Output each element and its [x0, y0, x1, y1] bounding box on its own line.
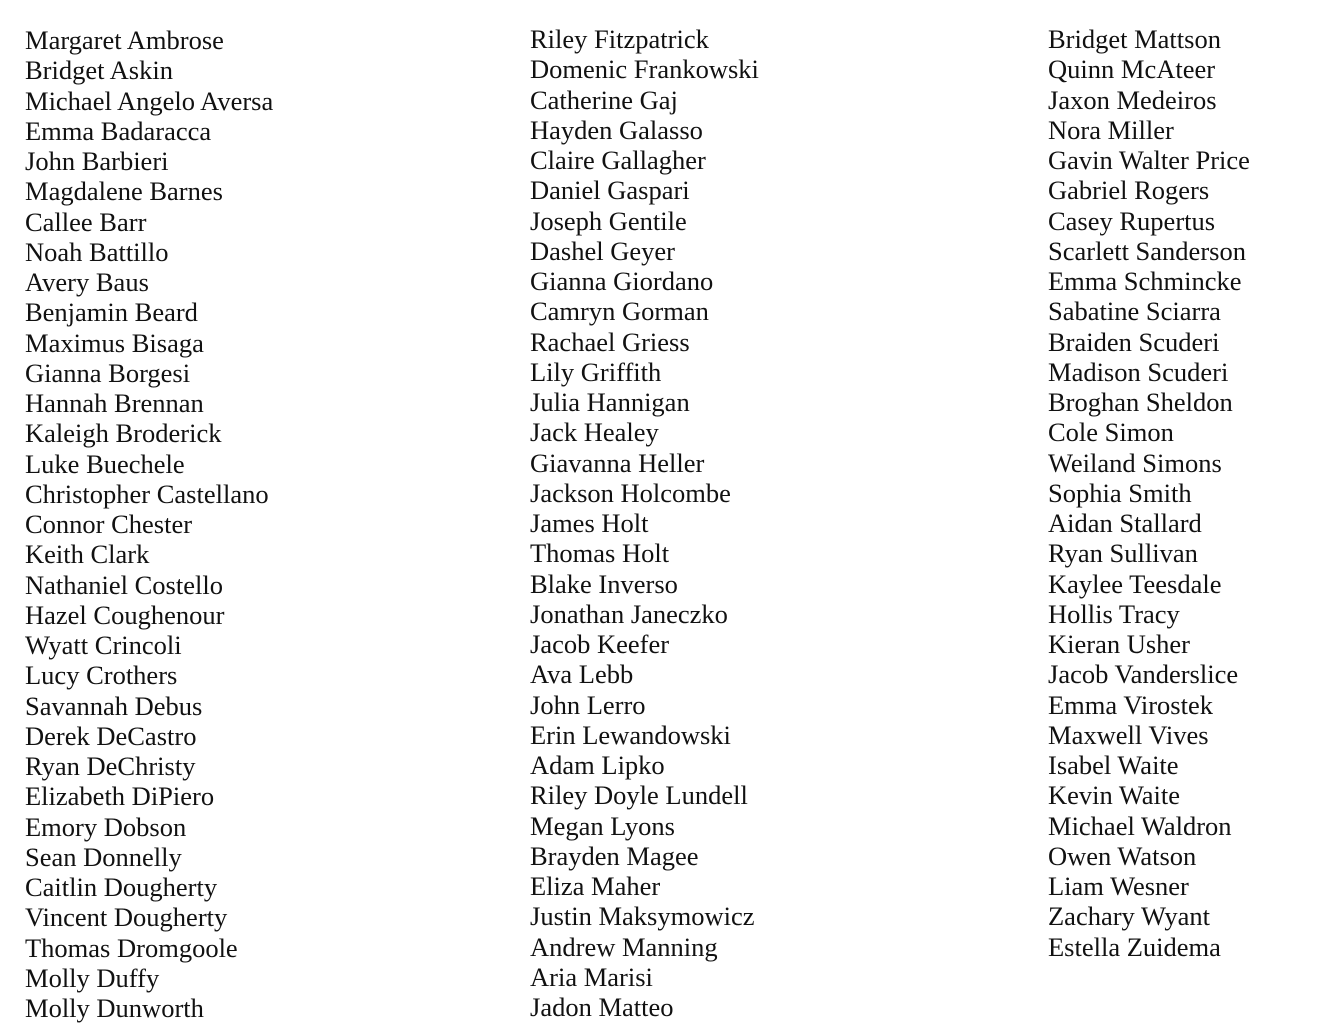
name-entry: Julia Hannigan — [530, 387, 690, 417]
name-entry: Broghan Sheldon — [1048, 387, 1233, 417]
name-entry: Noah Battillo — [25, 236, 169, 267]
name-entry: Casey Rupertus — [1048, 205, 1216, 236]
name-entry: Sabatine Sciarra — [1048, 296, 1221, 327]
name-entry: Hayden Galasso — [530, 114, 703, 145]
name-entry: Jonathan Janeczko — [530, 598, 728, 629]
name-entry: Avery Baus — [25, 267, 149, 297]
name-entry: Lily Griffith — [530, 356, 662, 387]
name-entry: Michael Waldron — [1048, 810, 1232, 841]
name-entry: Isabel Waite — [1048, 750, 1179, 780]
name-entry: Scarlett Sanderson — [1048, 235, 1246, 266]
name-entry: Erin Lewandowski — [530, 719, 731, 750]
name-entry: Elizabeth DiPiero — [25, 781, 215, 812]
name-entry: John Barbieri — [25, 146, 169, 176]
name-entry: Nora Miller — [1048, 114, 1174, 145]
name-entry: Andrew Manning — [530, 931, 718, 962]
name-entry: Emma Virostek — [1048, 689, 1213, 720]
name-entry: Bridget Mattson — [1048, 24, 1221, 54]
name-entry: Jaxon Medeiros — [1048, 84, 1217, 115]
name-entry: Brayden Magee — [530, 840, 699, 871]
name-entry: Margaret Ambrose — [25, 25, 224, 55]
name-entry: Callee Barr — [25, 206, 147, 237]
name-entry: Hazel Coughenour — [25, 599, 225, 630]
name-entry: Domenic Frankowski — [530, 54, 759, 85]
name-entry: Luke Buechele — [25, 448, 185, 479]
name-entry: Rachael Griess — [530, 326, 690, 357]
name-entry: Aria Marisi — [530, 961, 653, 992]
name-entry: Blake Inverso — [530, 568, 678, 599]
name-entry: Ryan Sullivan — [1048, 538, 1198, 569]
name-entry: Gianna Giordano — [530, 266, 714, 296]
name-entry: Dashel Geyer — [530, 235, 675, 266]
name-entry: Estella Zuidema — [1048, 931, 1221, 962]
name-entry: Sean Donnelly — [25, 841, 182, 872]
name-entry: Justin Maksymowicz — [530, 901, 755, 932]
name-entry: Derek DeCastro — [25, 720, 197, 751]
name-entry: Riley Fitzpatrick — [530, 24, 709, 54]
name-entry: Savannah Debus — [25, 690, 203, 721]
name-entry: Camryn Gorman — [530, 296, 709, 327]
name-entry: Aidan Stallard — [1048, 508, 1202, 538]
name-entry: Giavanna Heller — [530, 447, 705, 478]
name-entry: Joseph Gentile — [530, 205, 687, 236]
name-entry: Braiden Scuderi — [1048, 326, 1220, 357]
name-entry: Daniel Gaspari — [530, 175, 690, 206]
name-entry: Jacob Vanderslice — [1048, 659, 1239, 690]
name-entry: Gianna Borgesi — [25, 357, 191, 388]
name-column-3 — [1048, 24, 1250, 962]
name-entry: Magdalene Barnes — [25, 176, 223, 207]
name-entry: Claire Gallagher — [530, 145, 706, 175]
name-entry: Kieran Usher — [1048, 629, 1191, 659]
name-entry: John Lerro — [530, 689, 646, 720]
name-entry: Connor Chester — [25, 509, 193, 539]
name-entry: Keith Clark — [25, 539, 150, 570]
name-entry: Jacob Keefer — [530, 629, 670, 659]
name-column-1 — [25, 25, 273, 1023]
name-entry: Quinn McAteer — [1048, 54, 1216, 85]
name-entry: Maximus Bisaga — [25, 327, 204, 358]
name-entry: Molly Dunworth — [25, 993, 204, 1023]
name-entry: Thomas Dromgoole — [25, 932, 238, 963]
name-entry: Emma Badaracca — [25, 115, 212, 146]
name-entry: Owen Watson — [1048, 840, 1197, 871]
name-entry: Maxwell Vives — [1048, 719, 1209, 750]
name-entry: Kevin Waite — [1048, 780, 1181, 811]
name-entry: Emory Dobson — [25, 811, 187, 842]
name-entry: Riley Doyle Lundell — [530, 780, 748, 811]
name-entry: Ava Lebb — [530, 659, 634, 690]
name-entry: James Holt — [530, 508, 649, 538]
name-entry: Thomas Holt — [530, 538, 670, 569]
name-entry: Caitlin Dougherty — [25, 872, 218, 902]
name-entry: Michael Angelo Aversa — [25, 85, 274, 116]
name-entry: Catherine Gaj — [530, 84, 678, 115]
name-entry: Nathaniel Costello — [25, 569, 223, 600]
name-entry: Wyatt Crincoli — [25, 630, 182, 660]
name-entry: Zachary Wyant — [1048, 901, 1210, 932]
name-entry: Molly Duffy — [25, 962, 160, 993]
name-entry: Liam Wesner — [1048, 871, 1189, 901]
name-entry: Lucy Crothers — [25, 660, 178, 691]
name-entry: Eliza Maher — [530, 871, 661, 901]
name-entry: Jadon Matteo — [530, 992, 674, 1022]
name-entry: Ryan DeChristy — [25, 751, 196, 781]
name-entry: Emma Schmincke — [1048, 266, 1242, 296]
name-entry: Madison Scuderi — [1048, 356, 1229, 387]
name-entry: Vincent Dougherty — [25, 902, 228, 933]
name-entry: Bridget Askin — [25, 55, 173, 86]
name-entry: Weiland Simons — [1048, 447, 1222, 478]
name-entry: Christopher Castellano — [25, 478, 269, 509]
name-entry: Kaylee Teesdale — [1048, 568, 1222, 599]
name-entry: Hollis Tracy — [1048, 598, 1180, 629]
name-entry: Gabriel Rogers — [1048, 175, 1210, 206]
name-entry: Jack Healey — [530, 417, 659, 448]
name-entry: Benjamin Beard — [25, 297, 198, 328]
name-entry: Adam Lipko — [530, 750, 665, 780]
name-entry: Sophia Smith — [1048, 477, 1192, 508]
name-entry: Gavin Walter Price — [1048, 145, 1250, 175]
name-entry: Hannah Brennan — [25, 388, 204, 418]
name-entry: Megan Lyons — [530, 810, 675, 841]
name-entry: Kaleigh Broderick — [25, 418, 222, 449]
name-column-2 — [530, 24, 759, 1022]
name-entry: Jackson Holcombe — [530, 477, 731, 508]
name-entry: Cole Simon — [1048, 417, 1174, 448]
